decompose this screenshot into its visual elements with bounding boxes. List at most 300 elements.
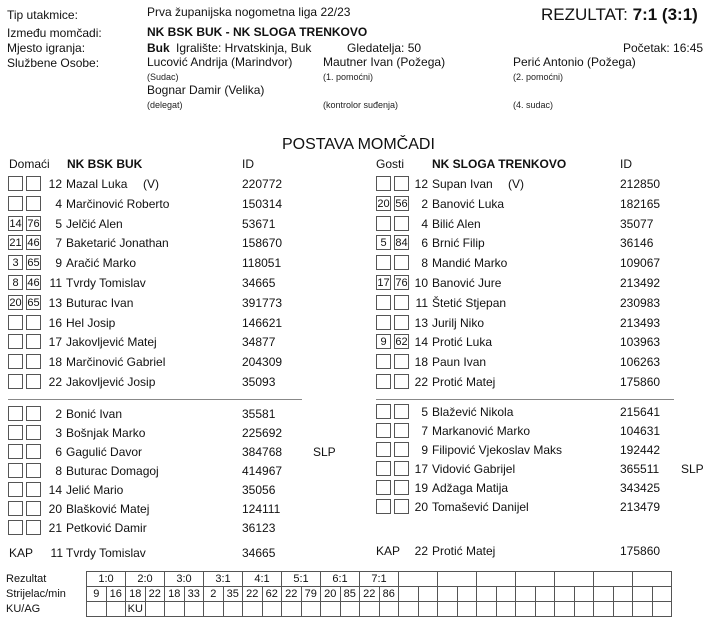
strijelac-row-label: Strijelac/min bbox=[6, 587, 66, 600]
sub-minute-box bbox=[8, 463, 23, 478]
postava-title: POSTAVA MOMČADI bbox=[282, 136, 435, 153]
player-number: 20 bbox=[414, 500, 428, 514]
rezultat-label: REZULTAT: 7:1 (3:1) bbox=[541, 5, 698, 24]
sub-minute-box: 46 bbox=[27, 277, 40, 289]
player-name: Protić Matej bbox=[432, 375, 496, 389]
izmedu-label: Između momčadi: bbox=[7, 26, 102, 40]
player-id: 109067 bbox=[620, 256, 661, 271]
player-id: 104631 bbox=[620, 424, 661, 438]
player-id: 220772 bbox=[242, 177, 283, 191]
scorer-cell bbox=[633, 587, 653, 602]
kuag-cell bbox=[516, 602, 536, 617]
scorer-cell: 62 bbox=[262, 587, 282, 602]
player-id: 146621 bbox=[242, 315, 283, 330]
player-note: (V) bbox=[508, 177, 524, 191]
sub-minute-box bbox=[376, 423, 391, 438]
sub-minute-box: 65 bbox=[27, 296, 40, 309]
player-name: Buturac Domagoj bbox=[66, 464, 159, 478]
player-id: 35056 bbox=[242, 483, 276, 497]
sub-minute-box bbox=[376, 461, 391, 476]
player-id: 213492 bbox=[620, 276, 661, 290]
home-kap-label: KAP bbox=[9, 546, 34, 560]
score-cell: 5:1 bbox=[282, 572, 321, 587]
igraliste: Igralište: Hrvatskinja, Buk bbox=[176, 41, 312, 55]
player-id: 215641 bbox=[620, 405, 661, 419]
sub-minute-box bbox=[394, 480, 409, 495]
player-id: 35077 bbox=[620, 216, 654, 231]
sub-minute-box: 5 bbox=[376, 235, 391, 250]
result-table bbox=[4, 571, 672, 617]
rezultat-row-label: Rezultat bbox=[6, 572, 47, 585]
player-id: 384768 bbox=[242, 445, 283, 459]
sudac-name: Lucović Andrija (Marindvor) bbox=[147, 55, 293, 69]
player-number: 2 bbox=[421, 196, 428, 211]
sub-minute-box bbox=[26, 406, 41, 421]
gledatelja: Gledatelja: 50 bbox=[347, 41, 422, 55]
kuag-cell bbox=[165, 602, 185, 617]
player-name: Tvrdy Tomislav bbox=[66, 276, 146, 290]
player-name: Jurilj Niko bbox=[432, 315, 485, 330]
player-number: 5 bbox=[421, 405, 428, 419]
player-id: 225692 bbox=[242, 426, 283, 440]
player-name: Protić Luka bbox=[432, 335, 493, 350]
sub-minute-box bbox=[394, 374, 409, 389]
sub-minute-box: 20 bbox=[9, 296, 22, 309]
kuag-cell bbox=[477, 602, 497, 617]
kuag-cell bbox=[145, 602, 165, 617]
player-number: 22 bbox=[414, 375, 428, 389]
player-note: (V) bbox=[143, 177, 159, 191]
away-side-label: Gosti bbox=[376, 157, 405, 171]
sub-minute-box bbox=[8, 374, 23, 389]
player-id: 103963 bbox=[620, 335, 661, 350]
scorer-cell bbox=[594, 587, 614, 602]
home-team-name: NK BSK BUK bbox=[67, 157, 143, 171]
player-name: Marčinović Roberto bbox=[66, 196, 170, 211]
score-cell-empty bbox=[399, 572, 438, 587]
kuag-cell bbox=[652, 602, 672, 617]
player-id: 34665 bbox=[242, 276, 276, 290]
sub-minute-box bbox=[26, 463, 41, 478]
player-id: 158670 bbox=[242, 236, 283, 251]
player-id: 124111 bbox=[242, 502, 281, 516]
kuag-cell bbox=[87, 602, 107, 617]
player-name: Jelić Mario bbox=[66, 483, 124, 497]
scorer-cell bbox=[652, 587, 672, 602]
player-name: Aračić Marko bbox=[66, 256, 137, 271]
sub-minute-box bbox=[394, 499, 409, 514]
kuag-cell bbox=[379, 602, 399, 617]
sub-minute-box bbox=[8, 334, 23, 349]
sub-minute-box bbox=[8, 444, 23, 459]
scorer-cell bbox=[399, 587, 419, 602]
sub-minute-box: 46 bbox=[27, 237, 40, 250]
sub-minute-box bbox=[26, 354, 41, 369]
pocetak: Početak: 16:45 bbox=[623, 41, 704, 55]
sub-minute-box bbox=[8, 315, 23, 330]
scorer-cell bbox=[613, 587, 633, 602]
sub-minute-box bbox=[376, 442, 391, 457]
player-name: Baketarić Jonathan bbox=[66, 236, 169, 251]
sub-minute-box bbox=[376, 374, 391, 389]
player-extra: SLP bbox=[681, 462, 704, 476]
sub-minute-box bbox=[8, 196, 23, 211]
sub-minute-box: 17 bbox=[377, 277, 390, 289]
sub-minute-box bbox=[8, 501, 23, 516]
player-id: 36146 bbox=[620, 236, 654, 251]
player-number: 16 bbox=[48, 315, 62, 330]
scorer-cell: 22 bbox=[243, 587, 263, 602]
sudac4-role: (4. sudac) bbox=[513, 100, 554, 110]
sub-minute-box bbox=[26, 482, 41, 497]
player-name: Hel Josip bbox=[66, 315, 116, 330]
kuag-row bbox=[4, 602, 672, 617]
sub-minute-box bbox=[376, 255, 391, 270]
scorer-cell: 35 bbox=[223, 587, 243, 602]
scorer-cell: 18 bbox=[165, 587, 185, 602]
player-number: 12 bbox=[48, 177, 62, 191]
player-name: Banović Luka bbox=[432, 196, 505, 211]
scorer-cell: 20 bbox=[321, 587, 341, 602]
score-cell: 1:0 bbox=[87, 572, 126, 587]
sub-minute-box bbox=[26, 196, 41, 211]
player-number: 7 bbox=[55, 236, 62, 251]
player-number: 8 bbox=[421, 256, 428, 271]
player-name: Blažević Nikola bbox=[432, 405, 514, 419]
sub-minute-box bbox=[394, 255, 409, 270]
sub-minute-box bbox=[394, 295, 409, 310]
sub-minute-box: 62 bbox=[395, 336, 408, 349]
sub-minute-box bbox=[26, 520, 41, 535]
player-number: 13 bbox=[48, 295, 62, 310]
sub-minute-box bbox=[26, 176, 41, 191]
player-name: Brnić Filip bbox=[432, 236, 485, 251]
player-id: 230983 bbox=[620, 295, 661, 310]
player-name: Blašković Matej bbox=[66, 502, 150, 516]
player-name: Paun Ivan bbox=[432, 355, 487, 370]
player-name: Tomašević Danijel bbox=[432, 500, 529, 514]
score-cell-empty bbox=[438, 572, 477, 587]
sub-minute-box bbox=[26, 444, 41, 459]
player-name: Markanović Marko bbox=[432, 424, 531, 438]
home-id-header: ID bbox=[242, 157, 254, 171]
sub-minute-box bbox=[376, 354, 391, 369]
away-kap-id: 175860 bbox=[620, 544, 661, 558]
sub-minute-box bbox=[394, 442, 409, 457]
sub-minute-box bbox=[394, 176, 409, 191]
score-cell: 6:1 bbox=[321, 572, 360, 587]
scorer-cell: 2 bbox=[204, 587, 224, 602]
player-name: Marčinović Gabriel bbox=[66, 355, 166, 370]
sub-minute-box bbox=[376, 404, 391, 419]
player-id: 36123 bbox=[242, 521, 276, 535]
kuag-cell bbox=[223, 602, 243, 617]
scorer-cell: 85 bbox=[340, 587, 360, 602]
kuag-cell bbox=[282, 602, 302, 617]
kuag-cell bbox=[399, 602, 419, 617]
scorer-cell: 22 bbox=[145, 587, 165, 602]
away-kap-name: Protić Matej bbox=[432, 544, 496, 558]
home-kap-name: Tvrdy Tomislav bbox=[66, 546, 146, 560]
score-cell: 7:1 bbox=[360, 572, 399, 587]
sub-minute-box bbox=[394, 354, 409, 369]
sub-minute-box: 84 bbox=[395, 237, 408, 250]
player-number: 6 bbox=[421, 236, 428, 251]
player-number: 14 bbox=[48, 483, 62, 497]
scorer-cell bbox=[418, 587, 438, 602]
kontrolor-role: (kontrolor suđenja) bbox=[323, 100, 399, 110]
player-number: 3 bbox=[55, 426, 62, 440]
scorer-cell bbox=[555, 587, 575, 602]
player-id: 106263 bbox=[620, 355, 661, 370]
scorer-cell bbox=[516, 587, 536, 602]
away-team-name: NK SLOGA TRENKOVO bbox=[432, 157, 567, 171]
sub-minute-box bbox=[8, 425, 23, 440]
tip-value: Prva županijska nogometna liga 22/23 bbox=[147, 5, 351, 19]
player-id: 150314 bbox=[242, 196, 283, 211]
player-name: Filipović Vjekoslav Maks bbox=[432, 443, 563, 457]
sub-minute-box: 56 bbox=[395, 197, 408, 210]
player-id: 365511 bbox=[620, 462, 660, 476]
mjesto-label: Mjesto igranja: bbox=[7, 41, 86, 55]
sub-minute-box: 8 bbox=[8, 275, 23, 290]
home-side-label: Domaći bbox=[9, 157, 50, 171]
score-cell-empty bbox=[477, 572, 516, 587]
player-id: 192442 bbox=[620, 443, 661, 457]
player-name: Bilić Alen bbox=[432, 216, 481, 231]
score-cell-empty bbox=[516, 572, 555, 587]
kuag-cell bbox=[438, 602, 458, 617]
kuag-row-label: KU/AG bbox=[6, 602, 41, 615]
sub-minute-box bbox=[26, 334, 41, 349]
sub-minute-box: 14 bbox=[9, 217, 22, 230]
score-cell: 4:1 bbox=[243, 572, 282, 587]
player-name: Supan Ivan bbox=[432, 177, 493, 191]
kuag-cell: KU bbox=[126, 602, 146, 617]
scorer-cell bbox=[457, 587, 477, 602]
scorer-cell: 86 bbox=[379, 587, 399, 602]
player-name: Jelčić Alen bbox=[66, 216, 123, 231]
player-id: 175860 bbox=[620, 375, 661, 389]
scorer-cell: 33 bbox=[184, 587, 204, 602]
player-number: 11 bbox=[49, 276, 62, 290]
kuag-cell bbox=[106, 602, 126, 617]
sub-minute-box bbox=[26, 374, 41, 389]
kuag-cell bbox=[360, 602, 380, 617]
home-divider bbox=[8, 399, 302, 400]
kuag-cell bbox=[613, 602, 633, 617]
away-divider bbox=[376, 399, 674, 400]
scorer-cell bbox=[496, 587, 516, 602]
home-kap-id: 34665 bbox=[242, 546, 276, 560]
sub-minute-box bbox=[8, 482, 23, 497]
player-id: 204309 bbox=[242, 355, 283, 370]
sub-minute-box: 21 bbox=[9, 237, 22, 250]
player-id: 391773 bbox=[242, 295, 283, 310]
kuag-cell bbox=[184, 602, 204, 617]
player-number: 9 bbox=[421, 443, 428, 457]
score-cell-empty bbox=[555, 572, 594, 587]
score-cell-empty bbox=[633, 572, 672, 587]
player-id: 182165 bbox=[620, 196, 661, 211]
delegat-role: (delegat) bbox=[147, 100, 183, 110]
player-id: 35093 bbox=[242, 375, 276, 389]
sub-minute-box: 9 bbox=[376, 334, 391, 349]
player-extra: SLP bbox=[313, 445, 336, 459]
player-number: 4 bbox=[55, 196, 62, 211]
kuag-cell bbox=[340, 602, 360, 617]
player-number: 19 bbox=[414, 481, 428, 495]
kuag-cell bbox=[496, 602, 516, 617]
kuag-cell bbox=[243, 602, 263, 617]
pomocni1-role: (1. pomoćni) bbox=[323, 72, 374, 82]
score-row bbox=[4, 572, 672, 587]
pomocni2-name: Perić Antonio (Požega) bbox=[513, 55, 636, 69]
player-id: 212850 bbox=[620, 177, 661, 191]
sub-minute-box: 76 bbox=[27, 217, 40, 230]
player-number: 22 bbox=[48, 375, 62, 389]
player-number: 13 bbox=[414, 315, 428, 330]
sub-minute-box bbox=[376, 295, 391, 310]
away-kap-label: KAP bbox=[376, 544, 401, 558]
player-name: Jakovljević Matej bbox=[66, 335, 157, 350]
player-name: Adžaga Matija bbox=[432, 481, 509, 495]
player-name: Bonić Ivan bbox=[66, 407, 123, 421]
player-number: 4 bbox=[421, 216, 428, 231]
sub-minute-box bbox=[8, 520, 23, 535]
sub-minute-box: 65 bbox=[27, 257, 40, 270]
kuag-cell bbox=[321, 602, 341, 617]
pomocni2-role: (2. pomoćni) bbox=[513, 72, 564, 82]
scorer-cell bbox=[477, 587, 497, 602]
sub-minute-box bbox=[8, 406, 23, 421]
sluzbene-label: Službene Osobe: bbox=[7, 56, 100, 70]
player-name: Štetić Stjepan bbox=[432, 295, 507, 310]
sub-minute-box bbox=[8, 176, 23, 191]
scorer-cell: 22 bbox=[282, 587, 302, 602]
player-number: 18 bbox=[414, 355, 428, 370]
score-cell: 3:1 bbox=[204, 572, 243, 587]
tip-label: Tip utakmice: bbox=[7, 8, 78, 22]
player-number: 17 bbox=[414, 462, 428, 476]
sub-minute-box bbox=[376, 216, 391, 231]
player-number: 17 bbox=[48, 335, 62, 350]
kuag-cell bbox=[555, 602, 575, 617]
kuag-cell bbox=[262, 602, 282, 617]
scorer-cell bbox=[535, 587, 555, 602]
away-id-header: ID bbox=[620, 157, 632, 171]
sub-minute-box bbox=[8, 354, 23, 369]
delegat-name: Bognar Damir (Velika) bbox=[147, 83, 265, 97]
kuag-cell bbox=[574, 602, 594, 617]
scorer-cell: 22 bbox=[360, 587, 380, 602]
player-id: 118051 bbox=[242, 256, 282, 271]
kuag-cell bbox=[301, 602, 321, 617]
match-teams: NK BSK BUK - NK SLOGA TRENKOVO bbox=[147, 25, 368, 39]
score-cell: 2:0 bbox=[126, 572, 165, 587]
sub-minute-box bbox=[394, 315, 409, 330]
player-number: 5 bbox=[55, 216, 62, 231]
score-cell-empty bbox=[594, 572, 633, 587]
kuag-cell bbox=[457, 602, 477, 617]
sub-minute-box bbox=[376, 315, 391, 330]
player-number: 2 bbox=[55, 407, 62, 421]
player-name: Gagulić Davor bbox=[66, 445, 143, 459]
sub-minute-box: 3 bbox=[8, 255, 23, 270]
sub-minute-box bbox=[26, 425, 41, 440]
mjesto-town: Buk bbox=[147, 41, 170, 55]
kuag-cell bbox=[633, 602, 653, 617]
sub-minute-box bbox=[394, 216, 409, 231]
player-number: 12 bbox=[414, 177, 428, 191]
rezultat-value: 7:1 (3:1) bbox=[632, 5, 698, 24]
player-name: Bošnjak Marko bbox=[66, 426, 146, 440]
sub-minute-box: 76 bbox=[395, 277, 408, 289]
sub-minute-box bbox=[394, 423, 409, 438]
player-name: Jakovljević Josip bbox=[66, 375, 156, 389]
away-kap-num: 22 bbox=[414, 544, 428, 558]
sub-minute-box: 20 bbox=[377, 197, 390, 210]
scorer-cell bbox=[574, 587, 594, 602]
player-number: 10 bbox=[414, 276, 428, 290]
sub-minute-box bbox=[376, 499, 391, 514]
player-id: 213493 bbox=[620, 315, 661, 330]
player-number: 9 bbox=[55, 256, 62, 271]
player-name: Mandić Marko bbox=[432, 256, 508, 271]
scorer-cell: 9 bbox=[87, 587, 107, 602]
player-id: 34877 bbox=[242, 335, 276, 350]
player-id: 213479 bbox=[620, 500, 661, 514]
player-id: 53671 bbox=[242, 216, 276, 231]
kuag-cell bbox=[594, 602, 614, 617]
sub-minute-box bbox=[26, 501, 41, 516]
player-name: Mazal Luka bbox=[66, 177, 128, 191]
pomocni1-name: Mautner Ivan (Požega) bbox=[323, 55, 446, 69]
player-id: 343425 bbox=[620, 481, 661, 495]
scorer-cell: 16 bbox=[106, 587, 126, 602]
sub-minute-box bbox=[394, 404, 409, 419]
player-id: 414967 bbox=[242, 464, 283, 478]
player-number: 20 bbox=[48, 502, 62, 516]
player-name: Vidović Gabrijel bbox=[432, 462, 516, 476]
player-number: 6 bbox=[55, 445, 62, 459]
player-number: 18 bbox=[48, 355, 62, 370]
sub-minute-box bbox=[394, 461, 409, 476]
sub-minute-box bbox=[376, 176, 391, 191]
sub-minute-box bbox=[26, 315, 41, 330]
home-kap-num: 11 bbox=[50, 546, 63, 560]
sub-minute-box bbox=[376, 480, 391, 495]
scorer-cell: 18 bbox=[126, 587, 146, 602]
player-id: 35581 bbox=[242, 407, 276, 421]
kuag-cell bbox=[204, 602, 224, 617]
scorer-cell: 79 bbox=[301, 587, 321, 602]
player-number: 11 bbox=[415, 295, 428, 310]
scorer-row bbox=[4, 587, 672, 602]
player-number: 14 bbox=[414, 335, 428, 350]
player-name: Banović Jure bbox=[432, 276, 502, 290]
player-number: 8 bbox=[55, 464, 62, 478]
player-number: 7 bbox=[421, 424, 428, 438]
player-number: 21 bbox=[48, 521, 62, 535]
scorer-cell bbox=[438, 587, 458, 602]
kuag-cell bbox=[535, 602, 555, 617]
player-name: Petković Damir bbox=[66, 521, 147, 535]
score-cell: 3:0 bbox=[165, 572, 204, 587]
kuag-cell bbox=[418, 602, 438, 617]
sudac-role: (Sudac) bbox=[147, 72, 179, 82]
player-name: Buturac Ivan bbox=[66, 295, 134, 310]
